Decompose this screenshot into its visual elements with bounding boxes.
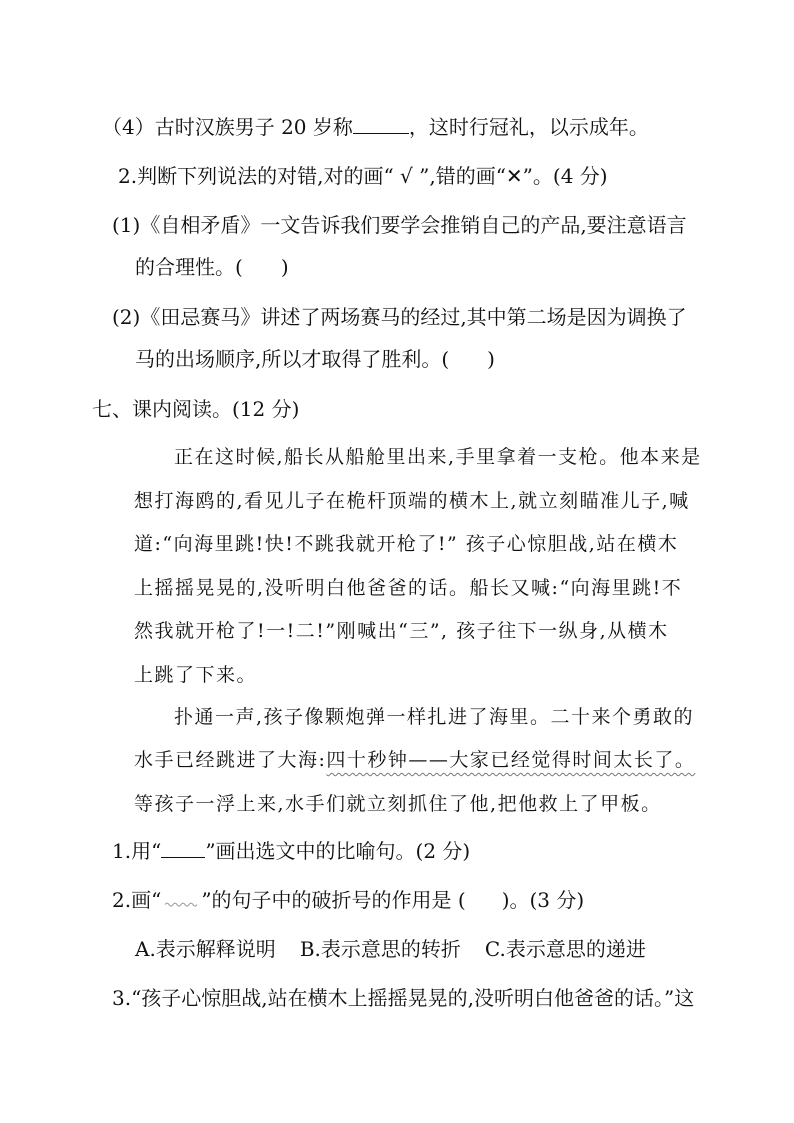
q2-text-before: 2.画“ bbox=[112, 888, 162, 912]
reading-question-1 bbox=[112, 838, 470, 864]
reading-question-3: 3.“孩子心惊胆战,站在横木上摇摇晃晃的,没听明白他爸爸的话。”这 bbox=[112, 986, 695, 1010]
passage-p1-line-6: 上跳了下来。 bbox=[134, 664, 258, 686]
judge-item-2-line-2 bbox=[135, 346, 495, 372]
passage-p1-line-5: 然我就开枪了!一!二!”刚喊出“三”, 孩子往下一纵身,从横木 bbox=[134, 620, 669, 642]
passage-p1-line-1: 正在这时候,船长从船舱里出来,手里拿着一支枪。他本来是 bbox=[174, 446, 702, 468]
judge-item-1-paren-close: ) bbox=[280, 255, 289, 279]
option-c[interactable]: C.表示意思的递进 bbox=[484, 937, 646, 961]
q1-text-before: 1.用“ bbox=[112, 839, 162, 863]
q1-text-after: ”画出选文中的比喻句。(2 分) bbox=[205, 839, 471, 863]
q4-answer-blank[interactable] bbox=[353, 115, 409, 134]
judge-item-1-text: 的合理性。( bbox=[135, 255, 243, 279]
passage-p2-line-2 bbox=[134, 747, 695, 773]
passage-p2-line-2-start: 水手已经跳进了大海: bbox=[134, 749, 327, 771]
option-row bbox=[135, 936, 646, 962]
passage-p1-line-2: 想打海鸥的,看见儿子在桅杆顶端的横木上,就立刻瞄准儿子,喊 bbox=[134, 490, 690, 512]
option-a[interactable]: A.表示解释说明 bbox=[135, 937, 276, 961]
judge-item-2-paren-close: ) bbox=[487, 347, 495, 371]
q2-text-middle: ”的句子中的破折号的作用是 ( bbox=[201, 888, 466, 912]
passage-p2-line-3: 等孩子一浮上来,水手们就立刻抓住了他,把他救上了甲板。 bbox=[134, 793, 662, 815]
judge-item-2-text: 马的出场顺序,所以才取得了胜利。( bbox=[135, 347, 450, 371]
q4-text-after: ，这时行冠礼，以示成年。 bbox=[408, 115, 649, 139]
judge-item-1-line-2 bbox=[135, 254, 289, 280]
straight-line-sample bbox=[161, 839, 205, 858]
passage-p2-line-1: 扑通一声,孩子像颗炮弹一样扎进了海里。二十来个勇敢的 bbox=[174, 706, 695, 728]
q2-text-after: )。(3 分) bbox=[501, 888, 585, 912]
judge-section-title: 2.判断下列说法的对错,对的画“ √ ”,错的画“✕”。(4 分) bbox=[118, 164, 608, 188]
q4-text-before: （4）古时汉族男子 20 岁称 bbox=[102, 115, 353, 139]
passage-p1-line-3: 道:“向海里跳!快!不跳我就开枪了!” 孩子心惊胆战,站在横木 bbox=[134, 533, 679, 555]
judge-item-2-line-1: (2)《田忌赛马》讲述了两场赛马的经过,其中第二场是因为调换了 bbox=[112, 305, 687, 329]
reading-question-2 bbox=[112, 887, 584, 913]
reading-section-title: 七、课内阅读。(12 分) bbox=[92, 397, 300, 421]
option-b[interactable]: B.表示意思的转折 bbox=[299, 937, 461, 961]
fill-question-4 bbox=[102, 114, 649, 140]
wavy-line-sample bbox=[161, 899, 201, 907]
passage-p1-line-4: 上摇摇晃晃的,没听明白他爸爸的话。船长又喊:“向海里跳!不 bbox=[134, 577, 683, 599]
wavy-underlined-sentence: 四十秒钟——大家已经觉得时间太长了。 bbox=[326, 749, 696, 771]
judge-item-1-line-1: (1)《自相矛盾》一文告诉我们要学会推销自己的产品,要注意语言 bbox=[112, 213, 687, 237]
